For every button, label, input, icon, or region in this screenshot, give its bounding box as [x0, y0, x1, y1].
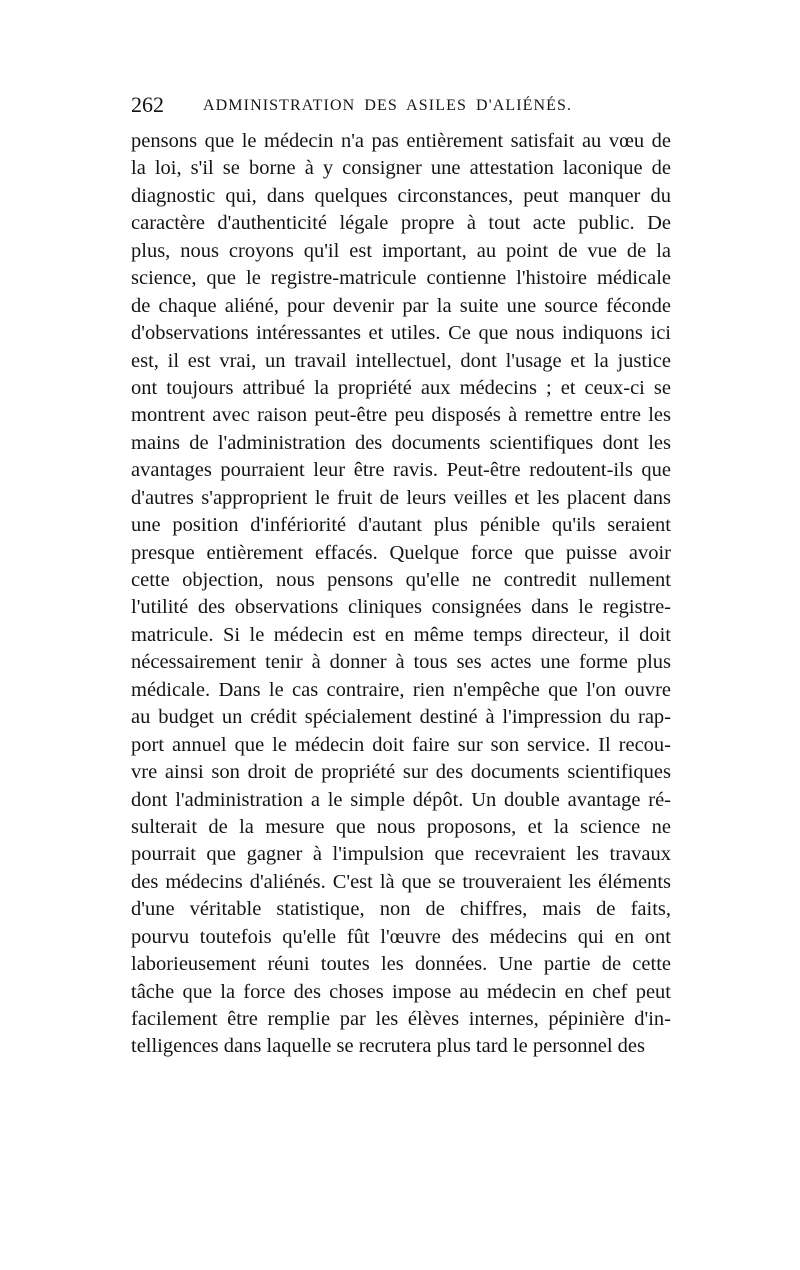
text-line: d'observations intéressantes et utiles. Ce que nous indiquons ici	[131, 322, 671, 345]
text-line: matricule. Si le médecin est en même temps directeur, il doit	[131, 623, 671, 646]
text-line: pensons que le médecin n'a pas entièrement satisfait au vœu de	[131, 130, 671, 152]
text-line: pourvu toutefois qu'elle fût l'œuvre des médecins qui en ont	[131, 925, 671, 948]
text-line: des médecins d'aliénés. C'est là que se trouveraient les éléments	[131, 870, 671, 893]
text-line: presque entièrement effacés. Quelque force que puisse avoir	[131, 541, 671, 564]
text-line: au budget un crédit spécialement destiné à l'impression du rap-	[131, 706, 671, 729]
text-line: science, que le registre-matricule contienne l'histoire médicale	[131, 267, 671, 290]
text-line: l'utilité des observations cliniques consignées dans le registre-	[131, 596, 671, 619]
text-line: d'autres s'approprient le fruit de leurs veilles et les placent dans	[131, 486, 671, 509]
text-line: médicale. Dans le cas contraire, rien n'empêche que l'on ouvre	[131, 678, 671, 701]
text-line: montrent avec raison peut-être peu disposés à remettre entre les	[131, 404, 671, 427]
text-line: cette objection, nous pensons qu'elle ne contredit nullement	[131, 569, 671, 591]
text-line: d'une véritable statistique, non de chiffres, mais de faits,	[131, 898, 671, 921]
running-title: ADMINISTRATION DES ASILES D'ALIÉNÉS.	[203, 97, 573, 114]
text-line: mains de l'administration des documents scientifiques dont les	[131, 431, 671, 454]
text-line: facilement être remplie par les élèves internes, pépinière d'in-	[131, 1008, 671, 1030]
text-line: telligences dans laquelle se recrutera plus tard le personnel des	[131, 1035, 646, 1058]
text-line: vre ainsi son droit de propriété sur des documents scientifiques	[131, 761, 671, 784]
body-paragraph	[131, 128, 671, 1061]
text-line: une position d'infériorité d'autant plus pénible qu'ils seraient	[131, 514, 671, 537]
text-line: tâche que la force des choses impose au médecin en chef peut	[131, 980, 671, 1003]
text-line: la loi, s'il se borne à y consigner une attestation laconique de	[131, 157, 671, 180]
text-line: laborieusement réuni toutes les données. Une partie de cette	[131, 953, 671, 976]
running-header	[131, 90, 676, 120]
text-line: sulterait de la mesure que nous proposons, et la science ne	[131, 815, 671, 838]
text-line: avantages pourraient leur être ravis. Peut-être redoutent-ils que	[131, 459, 671, 482]
text-line: dont l'administration a le simple dépôt. Un double avantage ré-	[131, 788, 671, 811]
text-line: ont toujours attribué la propriété aux médecins ; et ceux-ci se	[131, 376, 671, 399]
text-line: est, il est vrai, un travail intellectuel, dont l'usage et la justice	[131, 349, 671, 372]
text-line: port annuel que le médecin doit faire sur son service. Il recou-	[131, 733, 671, 756]
text-line: plus, nous croyons qu'il est important, au point de vue de la	[131, 239, 671, 262]
text-line: pourrait que gagner à l'impulsion que recevraient les travaux	[131, 843, 671, 866]
text-line: caractère d'authenticité légale propre à tout acte public. De	[131, 212, 671, 235]
text-line: de chaque aliéné, pour devenir par la suite une source féconde	[131, 294, 671, 317]
page-number: 262	[131, 92, 164, 117]
text-line: diagnostic qui, dans quelques circonstances, peut manquer du	[131, 184, 671, 207]
text-line: nécessairement tenir à donner à tous ses actes une forme plus	[131, 651, 671, 674]
